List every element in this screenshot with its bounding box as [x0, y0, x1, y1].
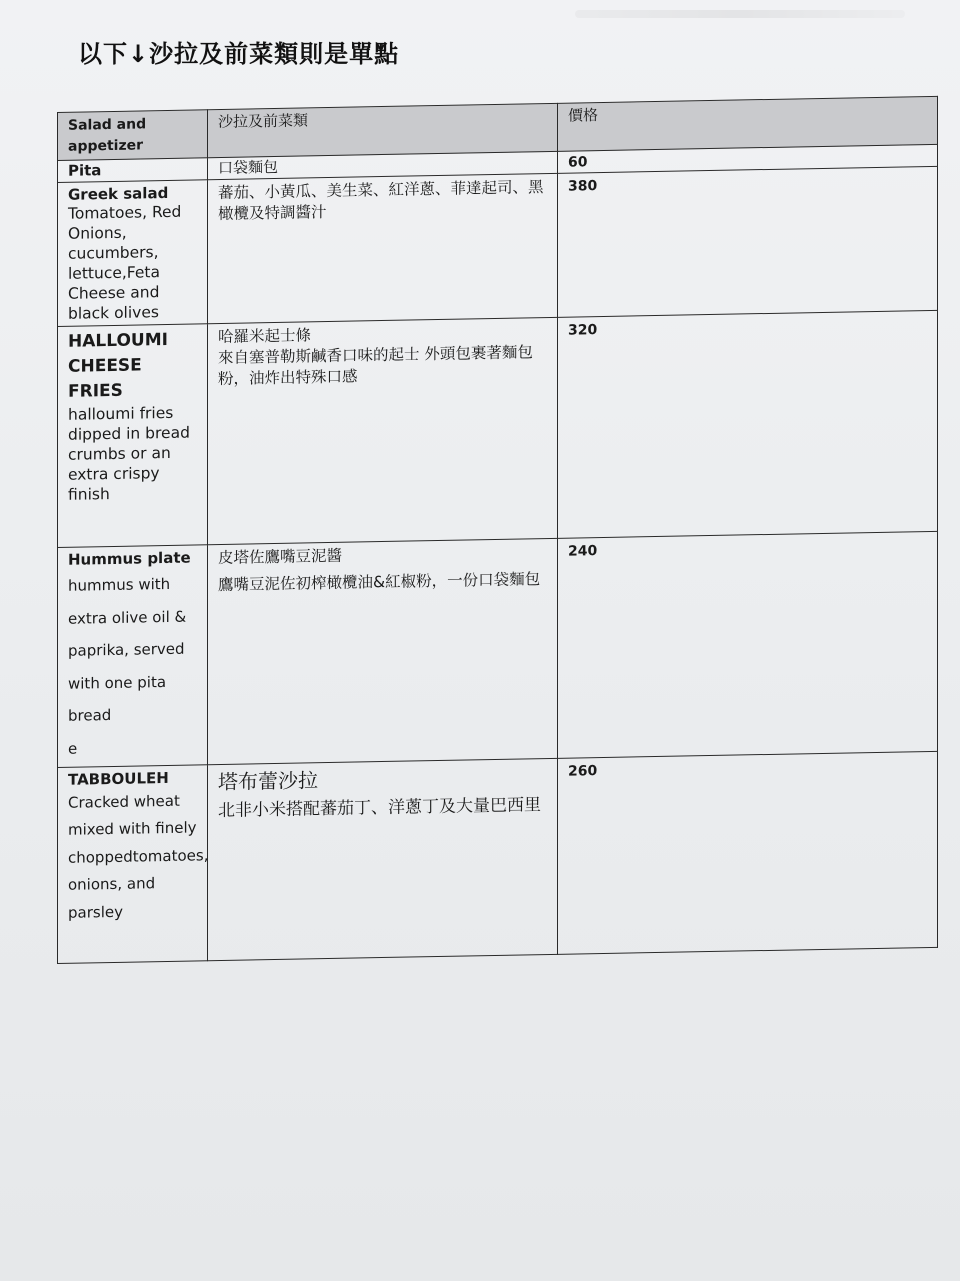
item-chinese-name: 塔布蕾沙拉	[218, 768, 318, 795]
table-row	[58, 532, 938, 768]
header-chinese: 沙拉及前菜類	[208, 103, 558, 157]
item-name-cell	[58, 158, 208, 182]
table-row	[58, 751, 938, 963]
item-price: 320	[568, 322, 598, 339]
item-price: 60	[568, 154, 588, 171]
item-chinese-name: 口袋麵包	[218, 157, 279, 178]
bleed-through-text	[575, 10, 905, 18]
item-english-desc: Tomatoes, Red Onions, cucumbers, lettuce,Feta Cheese and black olives	[68, 202, 182, 324]
item-chinese-name: 皮塔佐鷹嘴豆泥醬	[218, 547, 343, 568]
item-price-cell	[558, 311, 938, 539]
item-chinese-name: 蕃茄、小黃瓜、美生菜、紅洋蔥、菲達起司、黑橄欖及特調醬汁	[218, 177, 544, 223]
item-price-cell	[558, 166, 938, 318]
table-row	[58, 311, 938, 548]
item-chinese-name: 哈羅米起士條	[218, 326, 312, 347]
item-name: Hummus plate	[68, 548, 191, 570]
item-english-desc: halloumi fries dipped in bread crumbs or an extra crispy finish	[68, 404, 190, 505]
item-english-desc-tail: e	[68, 739, 78, 758]
item-chinese-desc: 來自塞普勒斯鹹香口味的起士 外頭包裹著麵包粉，油炸出特殊口感	[218, 343, 533, 389]
item-chinese-desc: 鷹嘴豆泥佐初榨橄欖油&紅椒粉，一份口袋麵包	[218, 570, 541, 595]
item-name: Greek salad	[68, 183, 169, 204]
item-name: HALLOUMI CHEESE FRIES	[68, 330, 168, 403]
item-chinese-cell	[208, 318, 558, 545]
table-row	[58, 166, 938, 327]
item-chinese-cell	[208, 758, 558, 960]
item-price-cell	[558, 532, 938, 759]
item-name-cell	[58, 179, 208, 326]
item-english-desc: Cracked wheat mixed with finely choppedtomatoes, onions, and parsley	[68, 791, 209, 922]
item-chinese-desc: 北非小米搭配蕃茄丁、洋蔥丁及大量巴西里	[218, 795, 541, 822]
item-name-cell	[58, 545, 208, 767]
item-name: TABBOULEH	[68, 768, 169, 789]
item-name: Pita	[68, 161, 102, 180]
header-english: Salad and appetizer	[58, 110, 208, 161]
item-price: 260	[568, 763, 598, 780]
item-price: 240	[568, 543, 598, 560]
item-chinese-cell	[208, 173, 558, 324]
item-price: 380	[568, 177, 598, 195]
item-name-cell	[58, 324, 208, 548]
item-name-cell	[58, 765, 208, 964]
header-price: 價格	[558, 96, 938, 151]
item-english-desc: hummus with extra olive oil & paprika, served with one pita bread	[68, 574, 187, 725]
page-heading: 以下↓沙拉及前菜類則是單點	[78, 40, 400, 68]
menu-table	[57, 96, 937, 954]
item-price-cell	[558, 751, 938, 954]
item-chinese-cell	[208, 539, 558, 765]
